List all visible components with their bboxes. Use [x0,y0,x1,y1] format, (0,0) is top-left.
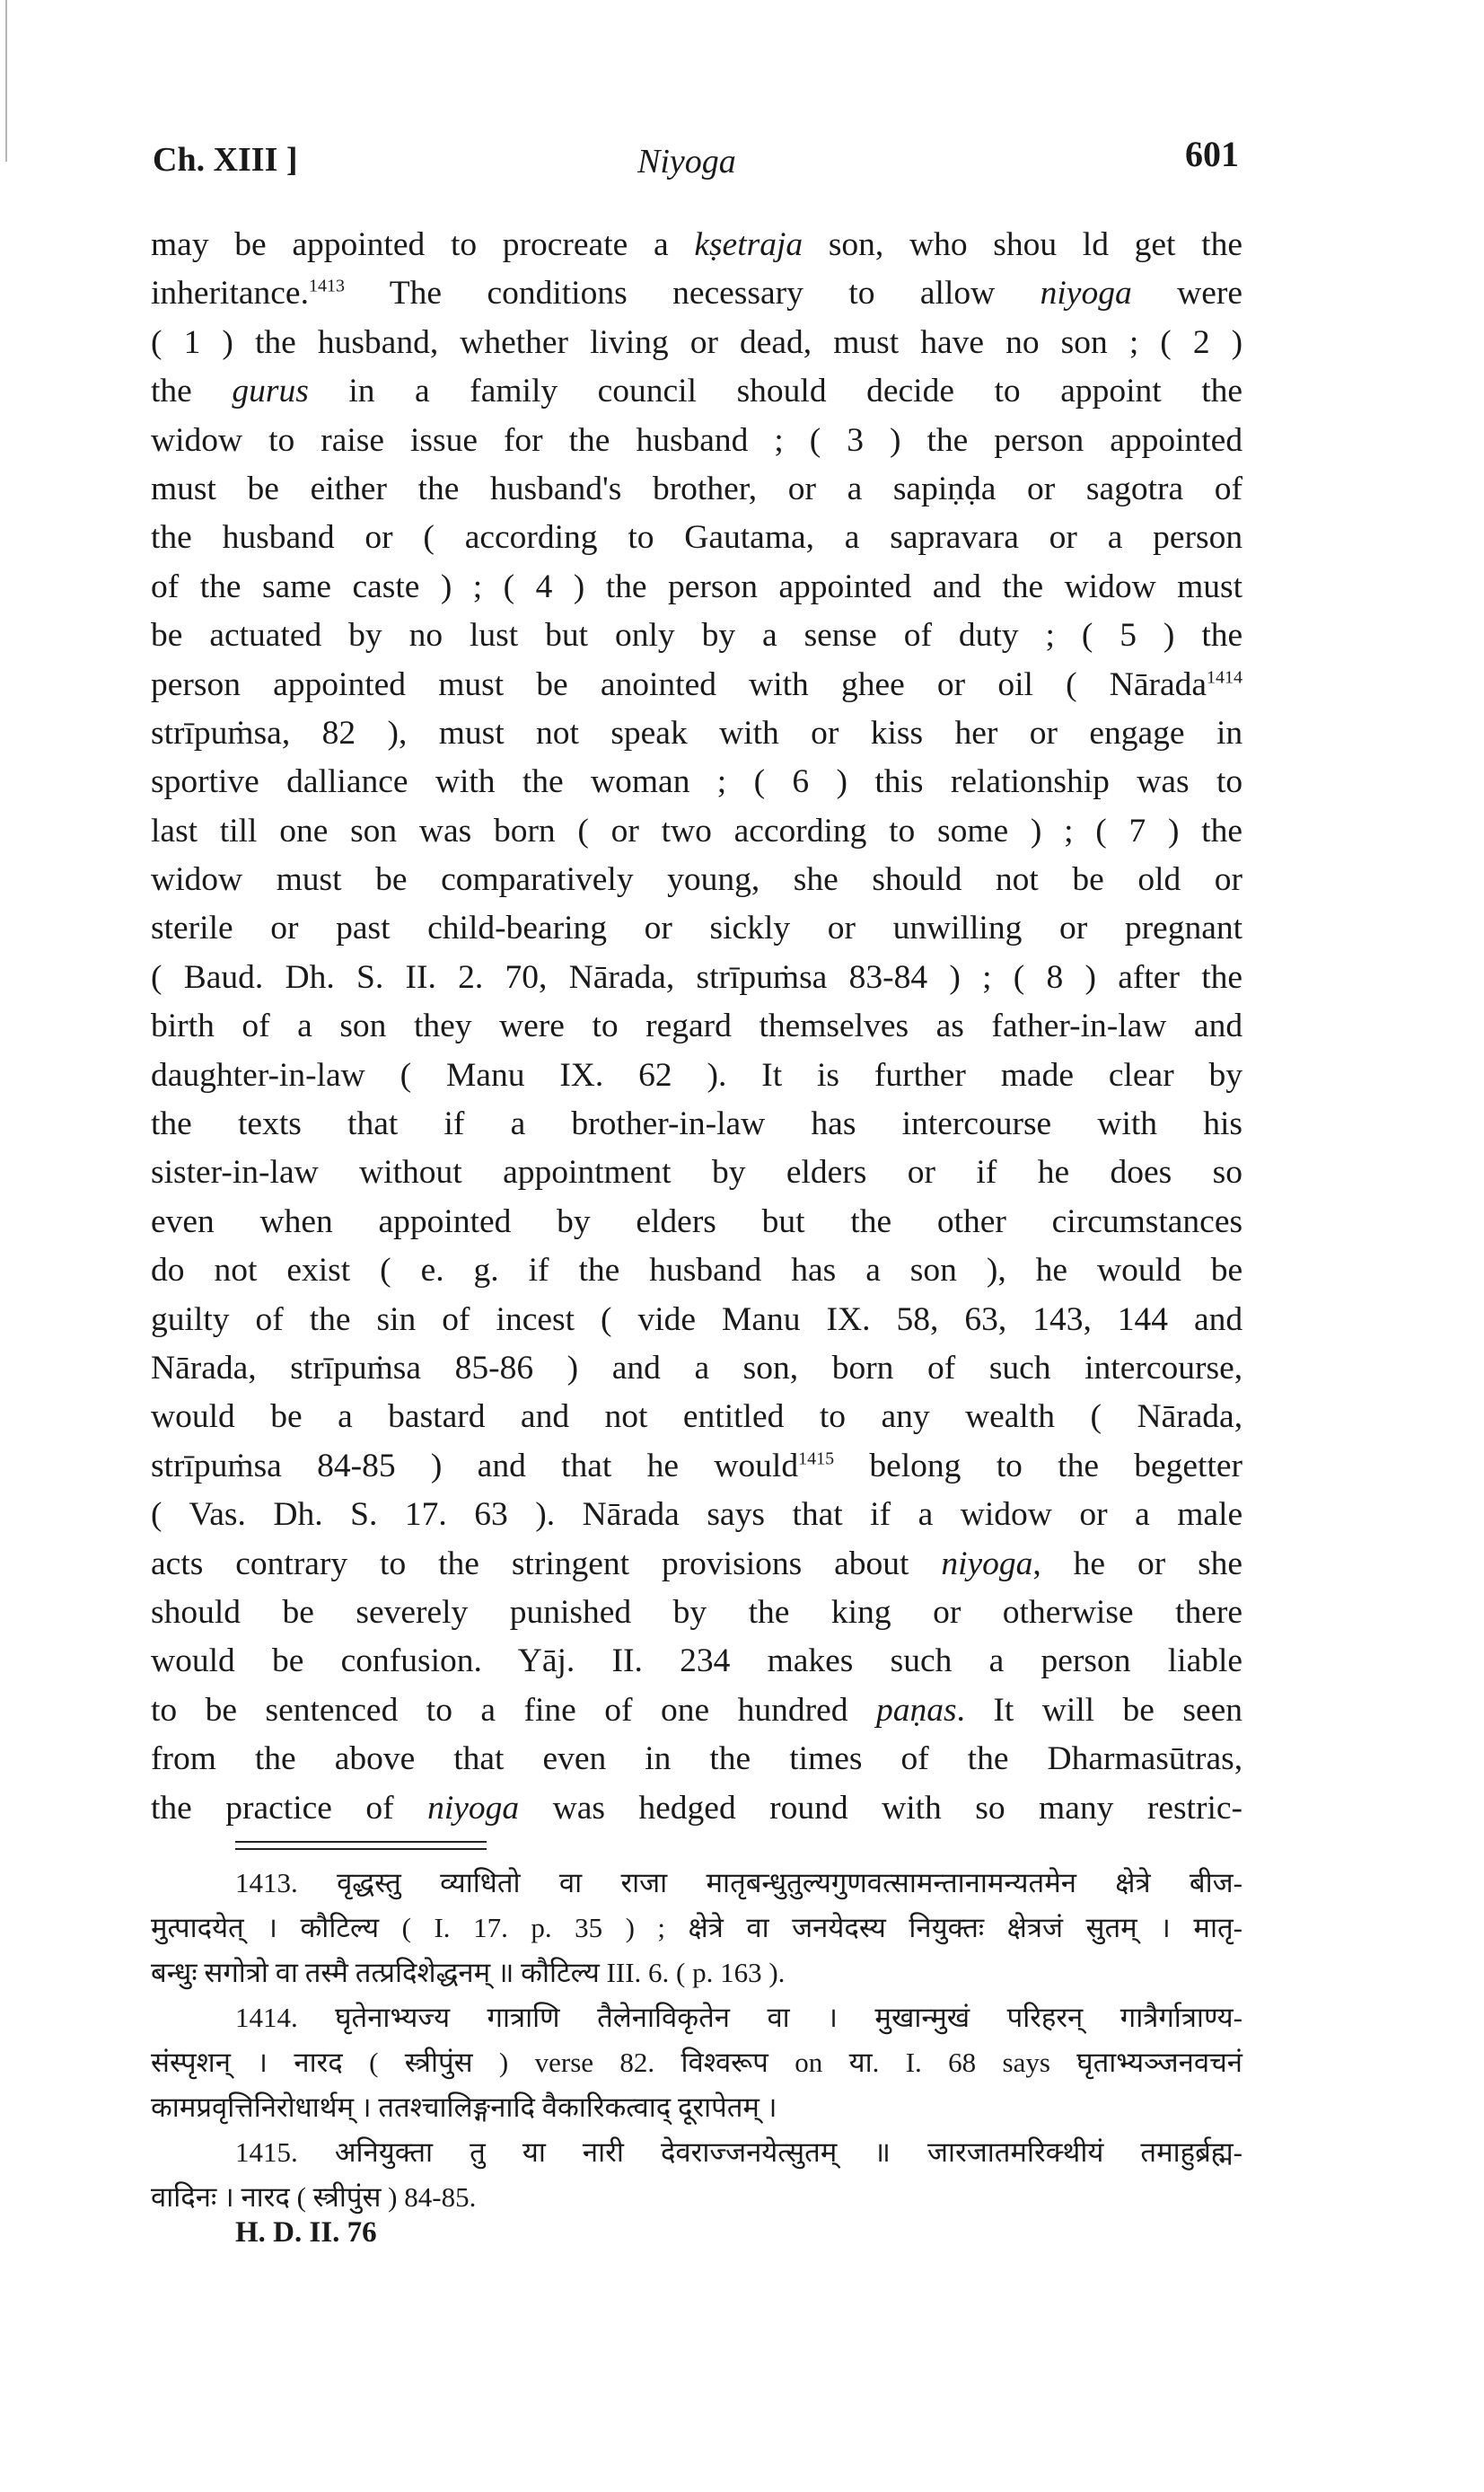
footnote-line: मुत्पादयेत् । कौटिल्य ( I. 17. p. 35 ) ; क्षेत्रे वा जनयेदस्य नियुक्तः क्षेत्रजं सुतम् । मातृ- [151,1912,1243,1943]
footnote-line: 1415. अनियुक्ता तु या नारी देवराज्जनयेत्सुतम् ॥ जारजातमरिक्थीयं तमाहुर्ब्रह्म- [235,2136,1243,2168]
body-line: ( Vas. Dh. S. 17. 63 ). Nārada says that if a widow or a male [151,1496,1243,1534]
body-line: the husband or ( according to Gautama, a sapravara or a person [151,519,1243,557]
page-edge-line [5,0,7,162]
body-line: of the same caste ) ; ( 4 ) the person appointed and the widow must [151,568,1243,605]
page-header [153,133,1239,196]
body-line: person appointed must be anointed with ghee or oil ( Nārada$^{1414}$ [151,665,1243,703]
body-line: widow must be comparatively young, she should not be old or [151,861,1243,899]
footnote-line: 1414. घृतेनाभ्यज्य गात्राणि तैलेनाविकृतेन वा । मुखान्मुखं परिहरन् गात्रैर्गात्राण्य- [235,2002,1243,2033]
body-line: sister-in-law without appointment by elders or if he does so [151,1154,1243,1192]
body-line: may be appointed to procreate a kṣetraja son, who shou ld get the [151,226,1243,263]
body-line: strīpuṁsa 84-85 ) and that he would$^{1415}$ belong to the begetter [151,1447,1243,1484]
body-line: sportive dalliance with the woman ; ( 6 ) this relationship was to [151,763,1243,801]
body-text [151,221,1243,1833]
body-line: should be severely punished by the king or otherwise there [151,1593,1243,1631]
footnotes [151,1861,1243,2220]
running-title: Niyoga [637,143,736,181]
footnote-rule [235,1841,487,1850]
body-line: inheritance.$^{1413}$ The conditions necessary to allow niyoga were [151,275,1243,313]
body-line: birth of a son they were to regard themselves as father-in-law and [151,1008,1243,1045]
footnote-line: बन्धुः सगोत्रो वा तस्मै तत्प्रदिशेद्धनम् ॥ कौटिल्य III. 6. ( p. 163 ). [151,1957,786,1988]
footnote-line: संस्पृशन् । नारद ( स्त्रीपुंस ) verse 82. विश्वरूप on या. I. 68 says घृताभ्यञ्जनवचनं [151,2047,1243,2078]
body-line: the practice of niyoga was hedged round with so many restric- [151,1789,1243,1827]
footnote-line: वादिनः । नारद ( स्त्रीपुंस ) 84-85. [151,2181,477,2213]
body-line: Nārada, strīpuṁsa 85-86 ) and a son, born of such intercourse, [151,1349,1243,1387]
body-line: even when appointed by elders but the other circumstances [151,1202,1243,1240]
page-number: 601 [1185,134,1239,174]
body-line: do not exist ( e. g. if the husband has a son ), he would be [151,1252,1243,1290]
body-line: the texts that if a brother-in-law has intercourse with his [151,1105,1243,1143]
chapter-label: Ch. XIII ] [153,141,298,179]
body-line: daughter-in-law ( Manu IX. 62 ). It is further made clear by [151,1056,1243,1094]
body-line: ( 1 ) the husband, whether living or dead, must have no son ; ( 2 ) [151,323,1243,361]
body-line: would be a bastard and not entitled to any wealth ( Nārada, [151,1398,1243,1436]
signature-mark: H. D. II. 76 [235,2216,377,2249]
body-line: acts contrary to the stringent provisions about niyoga, he or she [151,1545,1243,1582]
body-line: the gurus in a family council should decide to appoint the [151,373,1243,410]
footnote-line: कामप्रवृत्तिनिरोधार्थम् । ततश्चालिङ्गनादि वैकारिकत्वाद् दूरापेतम् । [151,2091,777,2123]
body-line: widow to raise issue for the husband ; ( 3 ) the person appointed [151,421,1243,459]
body-line: be actuated by no lust but only by a sense of duty ; ( 5 ) the [151,617,1243,655]
body-line: to be sentenced to a fine of one hundred paṇas. It will be seen [151,1691,1243,1729]
body-line: strīpuṁsa, 82 ), must not speak with or kiss her or engage in [151,714,1243,752]
body-line: must be either the husband's brother, or a sapiṇḍa or sagotra of [151,470,1243,507]
body-line: ( Baud. Dh. S. II. 2. 70, Nārada, strīpuṁsa 83-84 ) ; ( 8 ) after the [151,958,1243,996]
body-line: from the above that even in the times of the Dharmasūtras, [151,1740,1243,1778]
body-line: sterile or past child-bearing or sickly or unwilling or pregnant [151,910,1243,947]
body-line: guilty of the sin of incest ( vide Manu IX. 58, 63, 143, 144 and [151,1300,1243,1338]
body-line: would be confusion. Yāj. II. 234 makes such a person liable [151,1642,1243,1680]
body-line: last till one son was born ( or two according to some ) ; ( 7 ) the [151,812,1243,850]
footnote-line: 1413. वृद्धस्तु व्याधितो वा राजा मातृबन्धुतुल्यगुणवत्सामन्तानामन्यतमेन क्षेत्रे बीज- [235,1867,1243,1898]
